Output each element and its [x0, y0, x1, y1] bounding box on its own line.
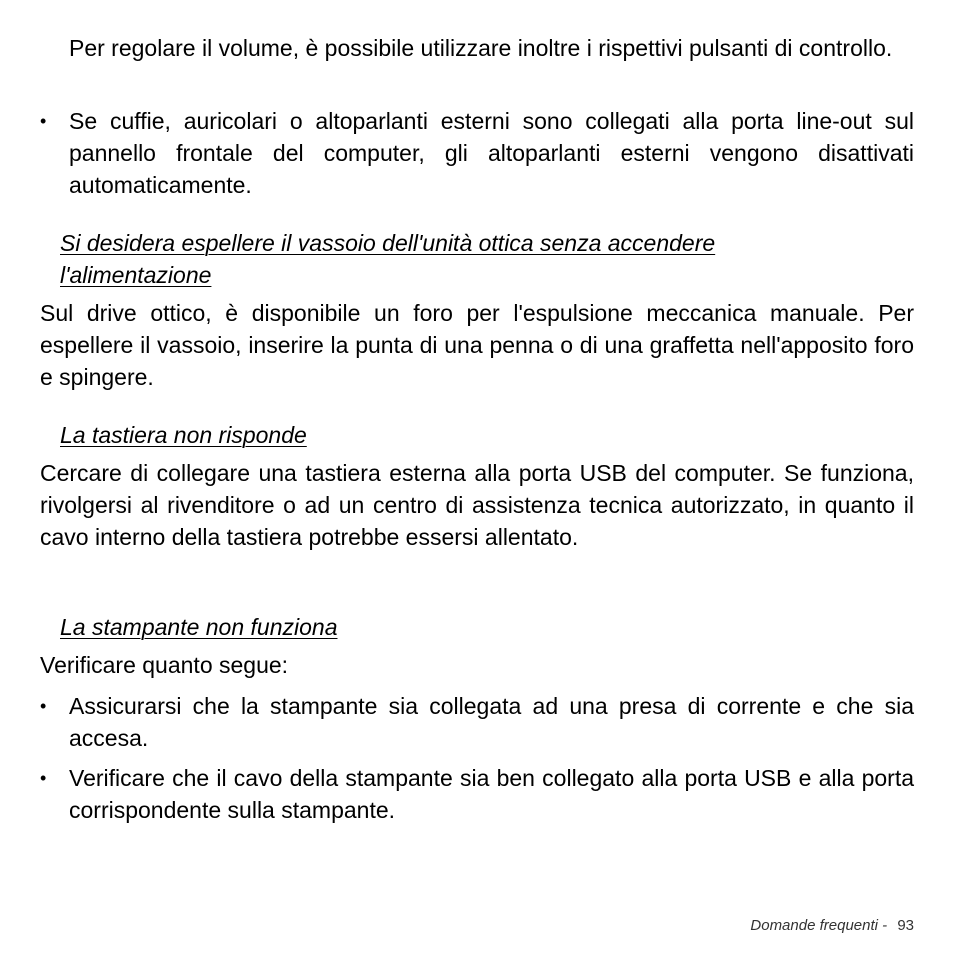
- list-item-printer-cable: [40, 762, 914, 826]
- heading-keyboard: La tastiera non risponde: [60, 422, 307, 448]
- list-item-text: Se cuffie, auricolari o altoparlanti esterni sono collegati alla porta line-out sul pannello frontale del computer, gli altoparlanti esterni vengono disattivati automaticamente.: [69, 108, 914, 198]
- paragraph-printer-intro: Verificare quanto segue:: [40, 652, 289, 678]
- bullet-icon: •: [40, 768, 47, 788]
- paragraph-volume: Per regolare il volume, è possibile utilizzare inoltre i rispettivi pulsanti di controllo.: [69, 35, 893, 61]
- list-item-printer-power: [40, 690, 914, 754]
- page-number: 93: [897, 917, 914, 934]
- paragraph-keyboard: Cercare di collegare una tastiera esterna alla porta USB del computer. Se funziona, rivolgersi al rivenditore o ad un centro di assistenza tecnica autorizzato, in quanto il cavo interno della tastiera potrebbe essersi allentato.: [40, 460, 914, 550]
- list-item-text: Assicurarsi che la stampante sia collegata ad una presa di corrente e che sia accesa.: [69, 693, 914, 751]
- paragraph-optical: Sul drive ottico, è disponibile un foro per l'espulsione meccanica manuale. Per espellere il vassoio, inserire la punta di una penna o di una graffetta nell'apposito foro e spingere.: [40, 300, 914, 390]
- bullet-icon: •: [40, 696, 47, 716]
- list-item-lineout: [40, 105, 914, 201]
- bullet-icon: •: [40, 111, 47, 131]
- heading-printer: La stampante non funziona: [60, 614, 338, 640]
- list-item-text: Verificare che il cavo della stampante sia ben collegato alla porta USB e alla porta corrispondente sulla stampante.: [69, 765, 914, 823]
- footer-section-title: Domande frequenti -: [750, 917, 892, 934]
- heading-optical-tray: Si desidera espellere il vassoio dell'unità ottica senza accendere l'alimentazione: [60, 230, 716, 288]
- page-footer: [750, 916, 914, 936]
